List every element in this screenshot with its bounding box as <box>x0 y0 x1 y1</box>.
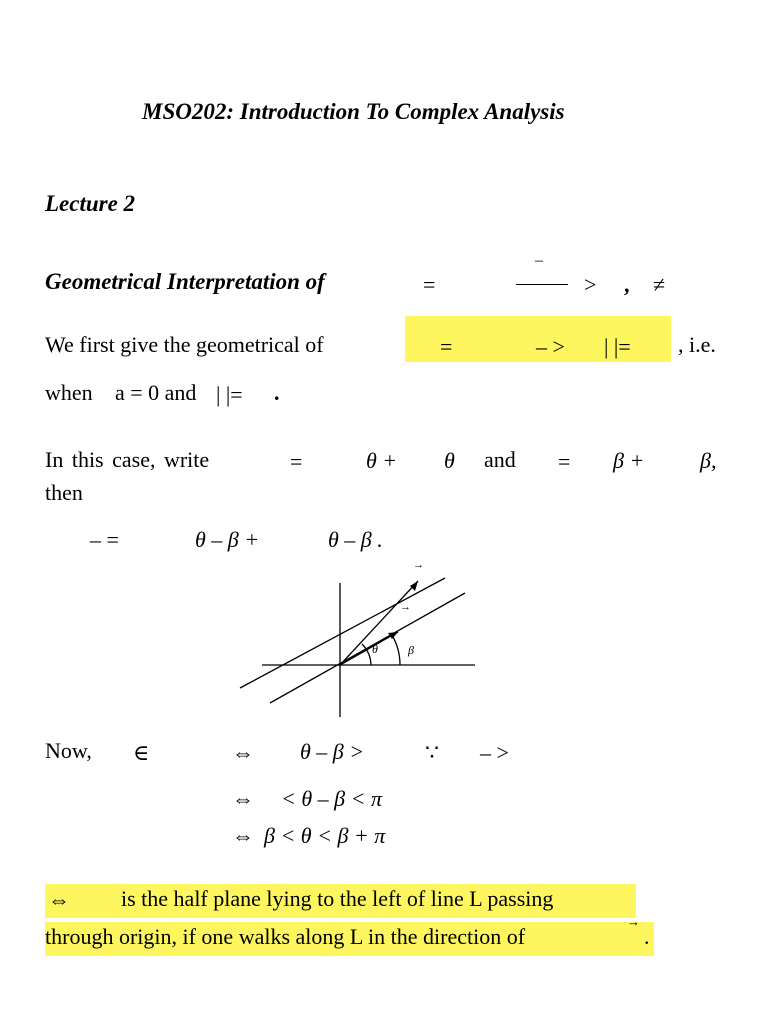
conclusion-arrow: → <box>627 914 640 929</box>
para3-text: In this case, write <box>45 447 210 472</box>
heading-not-equal: ≠ <box>653 272 666 297</box>
heading-fraction-bar <box>516 284 568 285</box>
line-l <box>270 593 465 703</box>
heading-greater-than: > <box>584 272 597 297</box>
beta-label: β <box>408 643 414 657</box>
step1-expr: < θ – β < π <box>281 786 382 811</box>
conclusion-iff: ⇔ <box>48 887 70 912</box>
para3-beta-comma: β, <box>700 448 717 473</box>
para3-then: then <box>45 480 83 505</box>
para2-a0: a = 0 and <box>115 380 197 405</box>
para1-text: We first give the geometrical of <box>45 332 324 357</box>
equation-lhs: – = <box>90 527 119 552</box>
equation-term1: θ – β + <box>195 527 260 552</box>
now-label: Now, <box>45 738 92 763</box>
step1-iff: ⇔ <box>232 786 254 811</box>
now-because: ∵ <box>425 740 439 765</box>
conclusion-dot: . <box>644 924 650 949</box>
para1-abs-eq: | |= <box>604 334 631 359</box>
para3-beta-plus: β + <box>613 448 645 473</box>
para2-dot: . <box>274 380 280 405</box>
theta-label: θ <box>372 642 378 656</box>
para3-theta-plus: θ + <box>366 448 398 473</box>
para3-equals2: = <box>558 449 571 474</box>
geometry-figure <box>230 555 490 725</box>
para2-when: when <box>45 380 93 405</box>
vector-b <box>340 632 398 665</box>
now-iff: ⇔ <box>232 740 254 765</box>
para3-and: and <box>484 447 516 472</box>
para3-equals1: = <box>290 449 303 474</box>
para1-minus-gt: – > <box>536 334 565 359</box>
conclusion-line2: through origin, if one walks along L in the direction of <box>45 924 526 949</box>
para1-ie: , i.e. <box>678 332 716 357</box>
para3-theta: θ <box>444 448 455 473</box>
now-tail: – > <box>480 740 509 765</box>
vector-a <box>340 581 418 665</box>
section-heading: Geometrical Interpretation of <box>45 269 325 294</box>
beta-arc <box>392 635 400 665</box>
equation-term2: θ – β . <box>328 527 383 552</box>
lecture-heading: Lecture 2 <box>45 191 136 216</box>
now-expr1: θ – β > <box>300 739 365 764</box>
arrow-label-mid: → <box>400 601 411 613</box>
heading-conjugate-bar: – <box>535 252 543 269</box>
para1-equals: = <box>440 334 453 359</box>
conclusion-line1: is the half plane lying to the left of line L passing <box>121 886 554 911</box>
arrowhead-a <box>410 581 418 591</box>
step2-iff: ⇔ <box>232 823 254 848</box>
arrow-label-top: → <box>413 559 424 571</box>
para2-abs-eq: | |= <box>216 382 243 407</box>
page-title: MSO202: Introduction To Complex Analysis <box>142 99 565 124</box>
step2-expr: β < θ < β + π <box>264 823 386 848</box>
heading-comma: , <box>624 272 630 297</box>
heading-equals: = <box>423 272 436 297</box>
line-upper <box>240 578 445 688</box>
now-element-of: ∈ <box>133 740 150 765</box>
